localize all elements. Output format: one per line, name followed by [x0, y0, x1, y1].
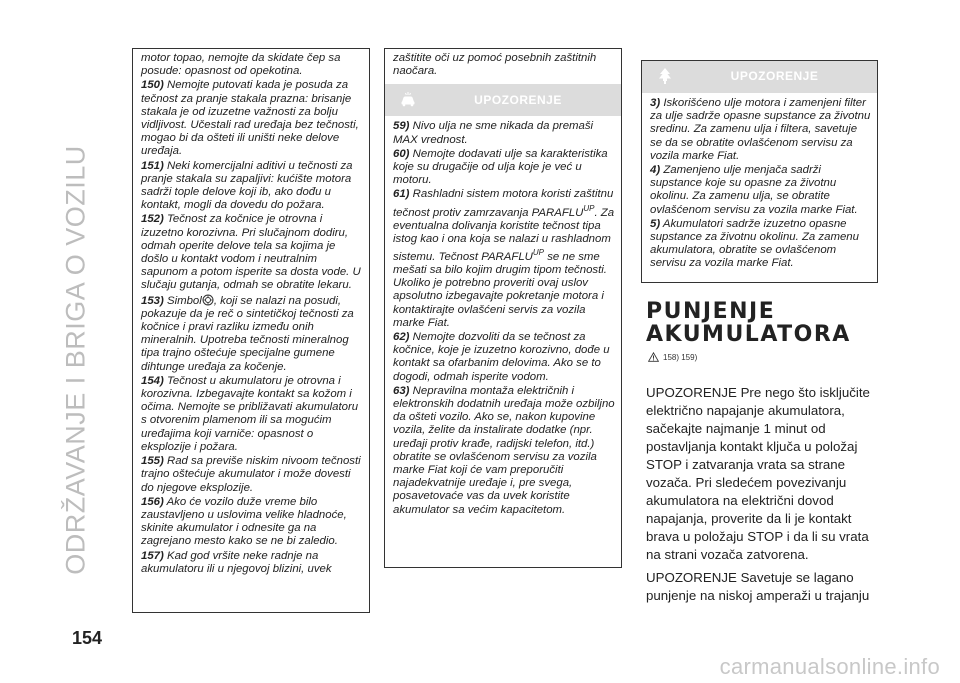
note-item: 154) Tečnost u akumulatoru je otrovna i korozivna. Izbegavajte kontakt sa kožom i očima. Nemojte se približavati akumulatoru s otvorenim plamenom ili sa mogućim uređajima koji varniče: opasnost o eksplozije i požara.: [141, 374, 359, 453]
note-item: 153) Simbol , koji se nalazi na posudi, pokazuje da je reč o sintetičkoj tečnosti za kočnice i pravi razliku između onih mineralnih. Upotreba tečnosti mineralnog tipa trajno oštećuje specijalne gumene dihtunge uređaja za kočenje.: [141, 294, 354, 373]
note-item: 3) Iskorišćeno ulje motora i zamenjeni filter za ulje sadrže opasne supstance za životnu sredinu. Za zamenu ulja i filtera, savetuje se da se obratite ovlašćenom servisu za vozila marke Fiat.: [650, 97, 871, 162]
note-item: 150) Nemojte putovati kada je posuda za tečnost za pranje stakala prazna: brisanje stakala je od izuzetne važnosti za bolju vidljivost. Učestali rad uređaja bez tečnosti, mogao bi da ošteti ili uništi neke delove uređaja.: [141, 79, 359, 158]
warning-triangle-icon: [648, 352, 659, 362]
note-item: 4) Zamenjeno ulje menjača sadrži supstance koje su opasne za životnu okolinu. Za zamenu ulja, se obratite ovlašćenom servisu za vozila marke Fiat.: [650, 164, 858, 216]
note-item: 155) Rad sa previše niskim nivoom tečnosti trajno oštećuje akumulator i može dovesti do njegove eksplozije.: [141, 455, 361, 494]
note-item: 156) Ako će vozilo duže vreme bilo zaustavljeno u uslovima velike hladnoće, skinite akumulator i odnesite ga na zagrejano mesto kako se ne bi zaledio.: [141, 495, 347, 548]
note-intro: motor topao, nemojte da skidate čep sa posude: opasnost od opekotina.: [141, 52, 341, 78]
warning-header: [385, 84, 621, 116]
note-item: 151) Neki komercijalni aditivi u tečnosti za pranje stakala su zapaljivi: kućište motora sadrži tople delove koji ib, ako dođu u kontakt, mogli da dovedu do požara.: [141, 159, 353, 212]
reference-numbers: 158) 159): [663, 352, 698, 362]
note-item: 61) Rashladni sistem motora koristi zaštitnu tečnost protiv zamrzavanja $PARAFLU^{UP}$. Za eventualna dolivanja koristite tečnost tipa istog kao i ona koja se nalazi u rashladnom sistemu. Tečnost $PARAFLU^{UP}$ se ne sme mešati sa bilo kojim drugim tipom tečnosti. Ukoliko je potrebno proveriti ovaj uslov apsolutno izbegavajte pokretanje motora i kontaktirajte ovlašćeni servis za vozila marke Fiat.: [393, 188, 615, 329]
warning-title: UPOZORENJE: [730, 69, 819, 84]
section-heading-line1: PUNJENJE: [646, 299, 776, 324]
environment-tree-icon: [656, 67, 674, 85]
section-heading: [646, 300, 851, 346]
body-paragraph: UPOZORENJE Pre nego što isključite električno napajanje akumulatora, sačekajte najmanje 1 minut od postavljanja kontakt ključa u položaj STOP i zatvaranja vrata sa strane vozača. Pri sledećem povezivanju akumulatora na električni dovod napajanja, proverite da li je kontakt brava u položaju STOP i da li su vrata na strani vozača zatvorena.: [646, 385, 870, 562]
note-item: 60) Nemojte dodavati ulje sa karakteristika koje su drugačije od ulja koje je već u motoru.: [393, 147, 608, 187]
section-heading-line2: AKUMULATORA: [646, 322, 851, 347]
watermark: carmanualsonline.info: [719, 654, 940, 679]
warning-title: UPOZORENJE: [474, 92, 562, 107]
warning-content: [642, 93, 877, 276]
note-item: 62) Nemojte dozvoliti da se tečnost za kočnice, koje je izuzetno korozivno, dođe u kontakt sa ofarbanim delovima. Ako se to dogodi, odmah isperite vodom.: [393, 331, 610, 383]
reference-notes: [648, 352, 697, 362]
notes-box-right: [641, 60, 878, 283]
notes-box-left: [132, 48, 370, 613]
note-item: 157) Kad god vršite neke radnje na akumulatoru ili u njegovoj blizini, uvek: [141, 549, 332, 575]
page-number: 154: [72, 628, 103, 648]
note-item: 63) Nepravilna montaža električnih i elektronskih dodatnih uređaja može ozbiljno da ošteti vozilo. Ako se, nakon kupovine vozila, želite da instalirate dodatke (npr. uređaji protiv krađe, radijski telefon, itd.) obratite se ovlašćenom servisu za vozila marke Fiat koji će vam preporučiti najadekvatnije uređaje i, pre svega, posavetovaće vas da uvek koristite akumulator sa većim kapacitetom.: [393, 384, 615, 516]
note-item: 5) Akumulatori sadrže izuzetno opasne supstance za životnu okolinu. Za zamenu akumulatora, obratite se ovlašćenom servisu za vozila marke Fiat.: [650, 217, 859, 270]
side-chapter-title-text: ODRŽAVANJE I BRIGA O VOZILU: [60, 145, 91, 575]
body-paragraph: UPOZORENJE Savetuje se lagano punjenje na niskoj amperaži u trajanju: [646, 570, 870, 603]
notes-box-middle: [384, 48, 622, 568]
warning-header: [642, 61, 877, 93]
note-item: 59) Nivo ulja ne sme nikada da premaši MAX vrednost.: [393, 120, 594, 146]
car-warning-icon: [399, 90, 417, 108]
brake-fluid-symbol-icon: [202, 294, 214, 306]
note-item: 152) Tečnost za kočnice je otrovna i izuzetno korozivna. Pri slučajnom dodiru, odmah operite delove tela sa kojima je došlo u kontakt vodom i neutralnim sapunom a potom isperite sa dosta vode. U slučaju gutanja, odmah se obratite lekaru.: [141, 213, 361, 292]
note-intro: zaštitite oči uz pomoć posebnih zaštitnih naočara.: [393, 52, 597, 78]
